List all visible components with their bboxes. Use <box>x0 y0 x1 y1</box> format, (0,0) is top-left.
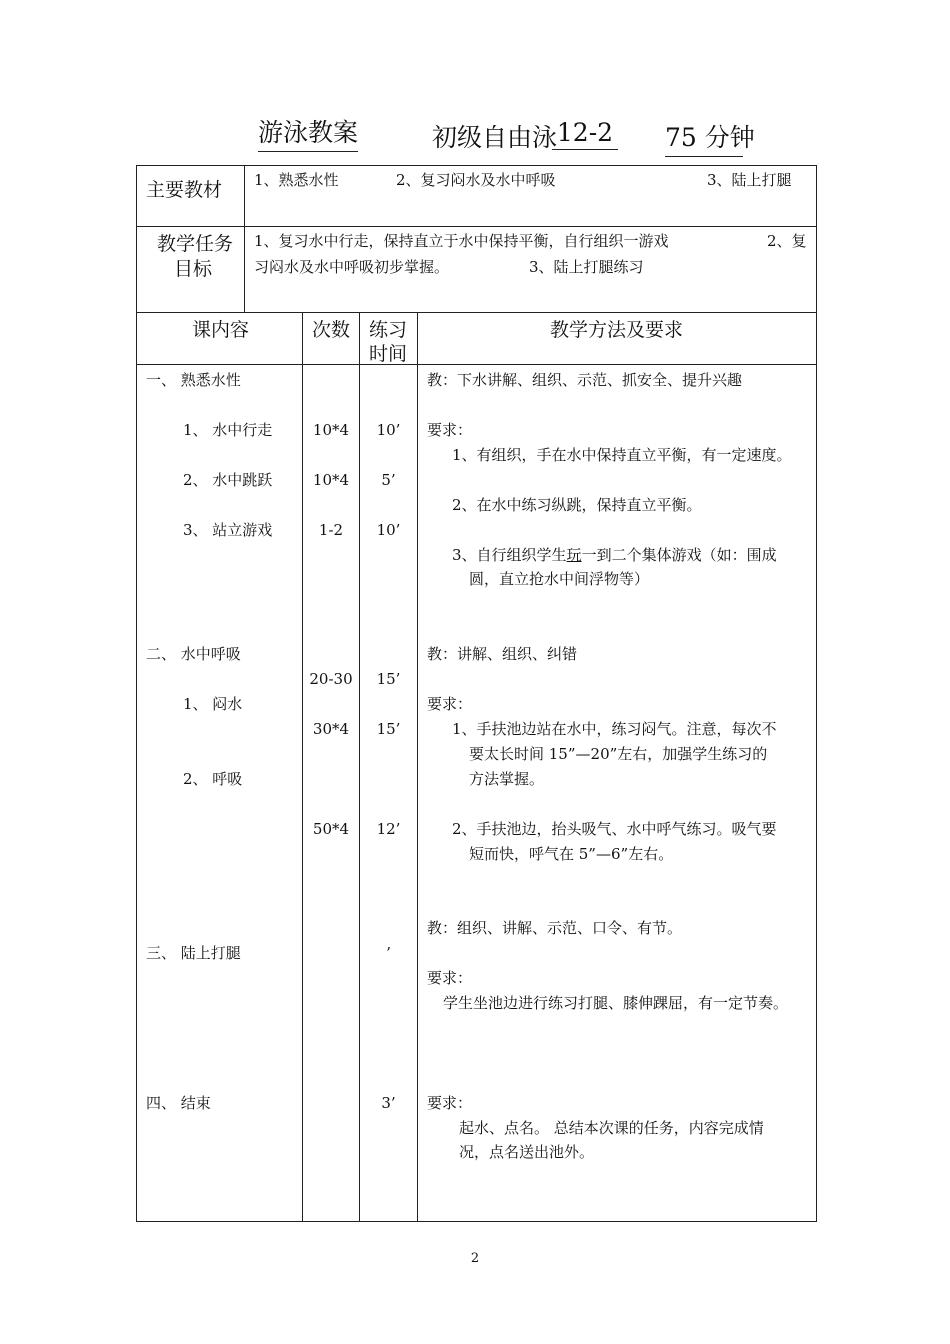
section-1-item-3: 3、 站立游戏 <box>183 521 273 539</box>
section-1-item-1: 1、 水中行走 <box>183 421 273 439</box>
section-1-req-1: 1、有组织，手在水中保持直立平衡，有一定速度。 <box>452 446 792 464</box>
section-2-req-2-line-2: 短而快，呼气在 5”—6”左右。 <box>469 845 674 863</box>
section-2-req-1-line-3: 方法掌握。 <box>469 770 545 788</box>
section-3-title: 三、 陆上打腿 <box>146 944 241 962</box>
section-2-time-3: 12’ <box>376 820 401 838</box>
section-1-title: 一、 熟悉水性 <box>146 371 241 389</box>
section-2-title: 二、 水中呼吸 <box>146 645 241 663</box>
section-1-teach: 教：下水讲解、组织、示范、抓安全、提升兴趣 <box>427 371 743 389</box>
lesson-duration: 75 分钟 <box>665 118 743 157</box>
section-1-count-3: 1-2 <box>318 521 344 539</box>
section-2-req-1-line-1: 1、手扶池边站在水中，练习闷气。注意，每次不 <box>452 720 777 738</box>
section-1-count-2: 10*4 <box>312 471 350 489</box>
section-3-teach: 教：组织、讲解、示范、口令、有节。 <box>427 919 683 937</box>
course-level: 初级自由泳 <box>432 123 558 152</box>
section-2-req-2-line-1: 2、手扶池边，抬头吸气、水中呼气练习。吸气要 <box>452 820 777 838</box>
main-material-item-1: 1、熟悉水性 <box>254 171 339 189</box>
section-2-item-1: 1、 闷水 <box>183 695 243 713</box>
col-header-time-1: 练习 <box>369 319 408 341</box>
section-3-time: ’ <box>386 944 391 962</box>
section-2-req-1-line-2: 要太长时间 15”—20”左右，加强学生练习的 <box>469 745 768 763</box>
main-material-label: 主要教材 <box>146 179 223 201</box>
col-header-content: 课内容 <box>192 319 250 341</box>
section-1-count-1: 10*4 <box>312 421 350 439</box>
section-4-req-label: 要求： <box>427 1094 473 1112</box>
col-header-method: 教学方法及要求 <box>550 319 684 341</box>
req-3-part-a: 3、自行组织学生 <box>452 546 567 564</box>
req-3-underlined: 玩 <box>566 546 582 564</box>
teaching-goal-label-2: 目标 <box>174 258 213 280</box>
teaching-goal-line-1: 1、复习水中行走，保持直立于水中保持平衡，自行组织一游戏 <box>254 232 669 250</box>
req-3-part-b: 一到二个集体游戏（如：围成 <box>581 546 777 564</box>
section-3-req-1: 学生坐池边进行练习打腿、膝伸踝屈，有一定节奏。 <box>443 994 789 1012</box>
section-2-req-label: 要求： <box>427 695 473 713</box>
section-4-req-line-1: 起水、点名。 总结本次课的任务，内容完成情 <box>459 1119 764 1137</box>
main-material-item-3: 3、陆上打腿 <box>707 171 792 189</box>
doc-title: 游泳教案 <box>258 113 358 152</box>
teaching-goal-line-2-end: 3、陆上打腿练习 <box>529 258 644 276</box>
section-1-time-2: 5’ <box>381 471 396 489</box>
col-header-count: 次数 <box>312 319 351 341</box>
section-1-item-2: 2、 水中跳跃 <box>183 471 273 489</box>
section-1-req-2: 2、在水中练习纵跳，保持直立平衡。 <box>452 496 702 514</box>
section-2-time-1: 15’ <box>376 670 401 688</box>
col-header-time-2: 时间 <box>369 343 408 365</box>
section-1-req-3 <box>452 543 777 567</box>
section-4-req-line-2: 况，点名送出池外。 <box>459 1143 595 1161</box>
main-material-item-2: 2、复习闷水及水中呼吸 <box>396 171 556 189</box>
teaching-goal-label-1: 教学任务 <box>157 233 234 255</box>
section-1-time-1: 10’ <box>376 421 401 439</box>
section-2-teach: 教：讲解、组织、纠错 <box>427 645 578 663</box>
section-2-count-2: 30*4 <box>312 720 350 738</box>
section-4-time: 3’ <box>381 1094 396 1112</box>
section-1-time-3: 10’ <box>376 521 401 539</box>
section-4-title: 四、 结束 <box>146 1094 211 1112</box>
teaching-goal-line-1-end: 2、复 <box>767 232 807 250</box>
section-2-count-3: 50*4 <box>312 820 350 838</box>
section-2-count-1: 20-30 <box>309 670 353 688</box>
section-3-req-label: 要求： <box>427 969 473 987</box>
section-1-req-3-line-2: 圆，直立抢水中间浮物等） <box>469 570 650 588</box>
teaching-goal-line-2: 习闷水及水中呼吸初步掌握。 <box>254 258 450 276</box>
section-1-req-label: 要求： <box>427 421 473 439</box>
page-number: 2 <box>470 1251 480 1266</box>
section-2-item-2: 2、 呼吸 <box>183 770 243 788</box>
section-2-time-2: 15’ <box>376 720 401 738</box>
lesson-number: 12-2 <box>552 118 618 150</box>
